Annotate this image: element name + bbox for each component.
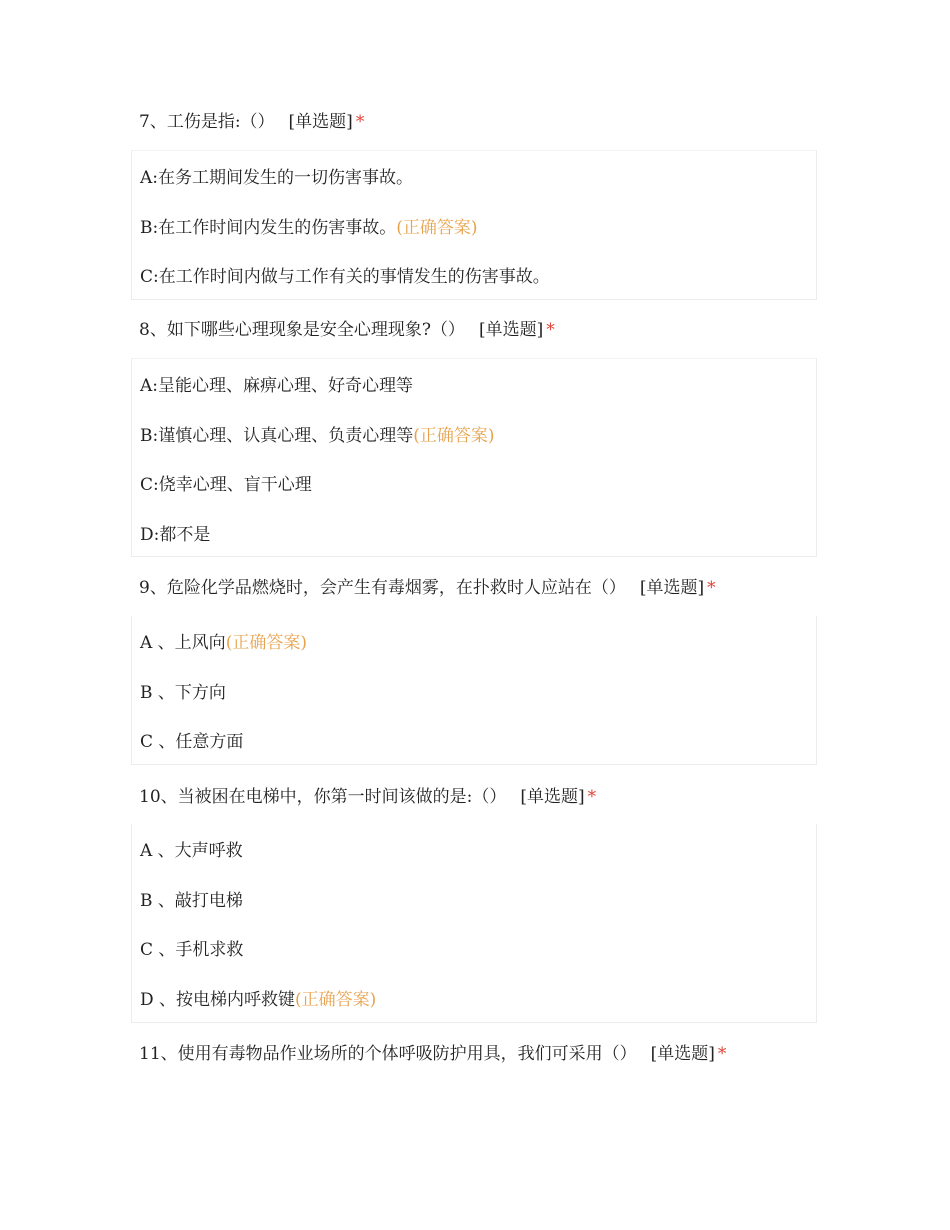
option-item[interactable]	[140, 424, 495, 448]
option-text: B 、下方向	[140, 683, 226, 703]
correct-answer-tag: (正确答案)	[413, 426, 495, 446]
option-text: D:都不是	[140, 525, 211, 545]
options-box	[131, 358, 817, 557]
options-box	[131, 616, 817, 765]
option-item[interactable]	[140, 166, 413, 190]
option-item[interactable]	[140, 889, 243, 913]
option-text: A:在务工期间发生的一切伤害事故。	[140, 168, 414, 188]
option-item[interactable]	[140, 523, 210, 547]
option-item[interactable]	[140, 473, 312, 497]
question-title	[139, 1042, 726, 1066]
option-text: B:在工作时间内发生的伤害事故。	[140, 218, 397, 238]
option-text: C:侥幸心理、盲干心理	[140, 475, 312, 495]
question-title	[139, 110, 364, 134]
question-title	[139, 318, 555, 342]
options-box	[131, 150, 817, 300]
option-item[interactable]	[140, 839, 243, 863]
required-mark: *	[717, 1044, 727, 1064]
option-text: C:在工作时间内做与工作有关的事情发生的伤害事故。	[140, 267, 550, 287]
question-title	[139, 576, 716, 600]
question-text: 7、工伤是指:（）	[139, 112, 275, 132]
required-mark: *	[587, 787, 597, 807]
option-text: C 、任意方面	[140, 732, 244, 752]
option-text: B:谨慎心理、认真心理、负责心理等	[140, 426, 414, 446]
option-text: A 、上风向	[140, 633, 226, 653]
correct-answer-tag: (正确答案)	[396, 218, 478, 238]
option-text: D 、按电梯内呼救键	[140, 990, 296, 1010]
option-text: A:呈能心理、麻痹心理、好奇心理等	[140, 376, 414, 396]
option-text: C 、手机求救	[140, 940, 244, 960]
question-text: 11、使用有毒物品作业场所的个体呼吸防护用具，我们可采用（）	[139, 1044, 637, 1064]
option-item[interactable]	[140, 374, 413, 398]
option-item[interactable]	[140, 216, 478, 240]
question-text: 9、危险化学品燃烧时，会产生有毒烟雾，在扑救时人应站在（）	[139, 578, 626, 598]
required-mark: *	[707, 578, 716, 598]
question-text: 10、当被困在电梯中，你第一时间该做的是:（）	[139, 787, 507, 807]
option-item[interactable]	[140, 681, 226, 705]
question-type-label: [单选题]	[288, 112, 353, 132]
option-item[interactable]	[140, 265, 550, 289]
option-item[interactable]	[140, 631, 307, 655]
option-text: A 、大声呼救	[140, 841, 243, 861]
question-type-label: [单选题]	[478, 320, 544, 340]
required-mark: *	[546, 320, 555, 340]
option-item[interactable]	[140, 938, 243, 962]
question-type-label: [单选题]	[520, 787, 585, 807]
question-type-label: [单选题]	[639, 578, 705, 598]
correct-answer-tag: (正确答案)	[225, 633, 307, 653]
option-item[interactable]	[140, 730, 243, 754]
options-box	[131, 824, 817, 1023]
question-title	[139, 785, 596, 809]
question-text: 8、如下哪些心理现象是安全心理现象?（）	[139, 320, 465, 340]
option-text: B 、敲打电梯	[140, 891, 243, 911]
correct-answer-tag: (正确答案)	[295, 990, 377, 1010]
question-type-label: [单选题]	[650, 1044, 715, 1064]
required-mark: *	[355, 112, 365, 132]
option-item[interactable]	[140, 988, 376, 1012]
